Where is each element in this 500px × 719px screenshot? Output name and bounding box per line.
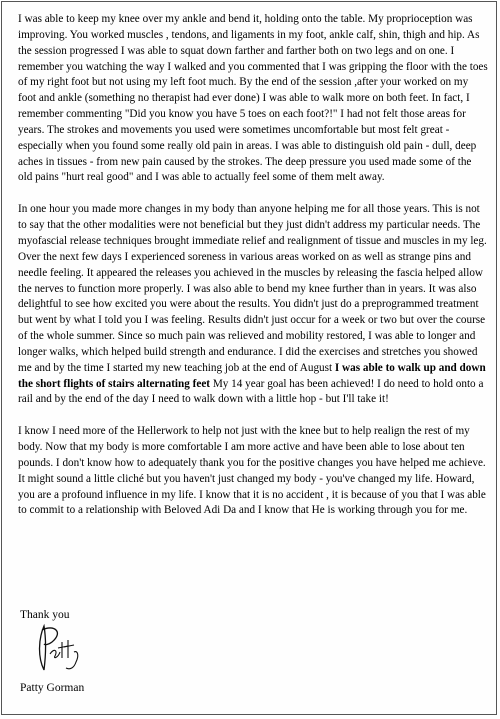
paragraph-2-text-b: My 14 year goal has been achieved! I do need to hold onto a rail and by the end of the day I need to walk down with a little hop - but I'll take it! [18,377,484,406]
letter-page [1,1,497,715]
closing-line: Thank you [20,609,70,621]
paragraph-gap [18,408,488,424]
paragraph-1: I was able to keep my knee over my ankle and bend it, holding onto the table. My proprioception was improving. You worked muscles , tendons, and ligaments in my foot, ankle calf, shin, thigh and hip. As the session progressed I was able to squat down farther and farther both on two legs and on one. I remember you watching the way I walked and you commented that I was gripping the floor with the toes of my right foot but not using my left foot much. By the end of the session ,after your worked on my foot and ankle (something no therapist had ever done) I was able to walk more on both feet. In fact, I remember commenting "Did you know you have 5 toes on each foot?!" I had not felt those areas for years. The strokes and movements you used were sometimes uncomfortable but most felt great - especially when you found some really old pain in areas. I was able to distinguish old pain - dull, deep aches in tissues - from new pain caused by the strokes. The deep pressure you used made some of the old pains "hurt real good" and I was able to actually feel some of them melt away. [18,13,488,184]
paragraph-2 [18,202,488,408]
letter-body [18,12,488,519]
paragraph-2-bold: I was able to walk up and down the short flights of stairs alternating feet [18,361,486,390]
paragraph-2-text-a: In one hour you made more changes in my body than anyone helping me for all those years. This is not to say that the other modalities were not beneficial but they just didn't address my particular needs. The myofascial release techniques brought immediate relief and realignment of tissue and muscles in my leg. Over the next few days I experienced soreness in various areas worked on as well as strange pins and needle feeling. It appeared the releases you achieved in the muscles by releasing the fascia helped allow the nerves to function more properly. I was also able to bend my knee further than in years. It was also delightful to see how excited you were about the results. You didn't just do a preprogrammed treatment but went by what I told you I was feeling. Results didn't just occur for a week or two but over the course of the whole summer. Since so much pain was relieved and mobility restored, I was able to longer and longer walks, which helped build strength and endurance. I did the exercises and stretches you showed me and by the time I started my new teaching job at the end of August [18,203,487,374]
paragraph-3: I know I need more of the Hellerwork to help not just with the knee but to help realign the rest of my body. Now that my body is more comfortable I am more active and have been able to lose about ten pounds. I don't know how to adequately thank you for the positive changes you have helped me achieve. It might sound a little cliché but you haven't just changed my body - you've changed my life. Howard, you are a profound influence in my life. I know that it is no accident , it is because of you that I was able to commit to a relationship with Beloved Adi Da and I know that He is working through you for me. [18,425,486,517]
paragraph-gap [18,186,488,202]
signer-name: Patty Gorman [20,682,85,694]
signature-icon [24,620,84,676]
